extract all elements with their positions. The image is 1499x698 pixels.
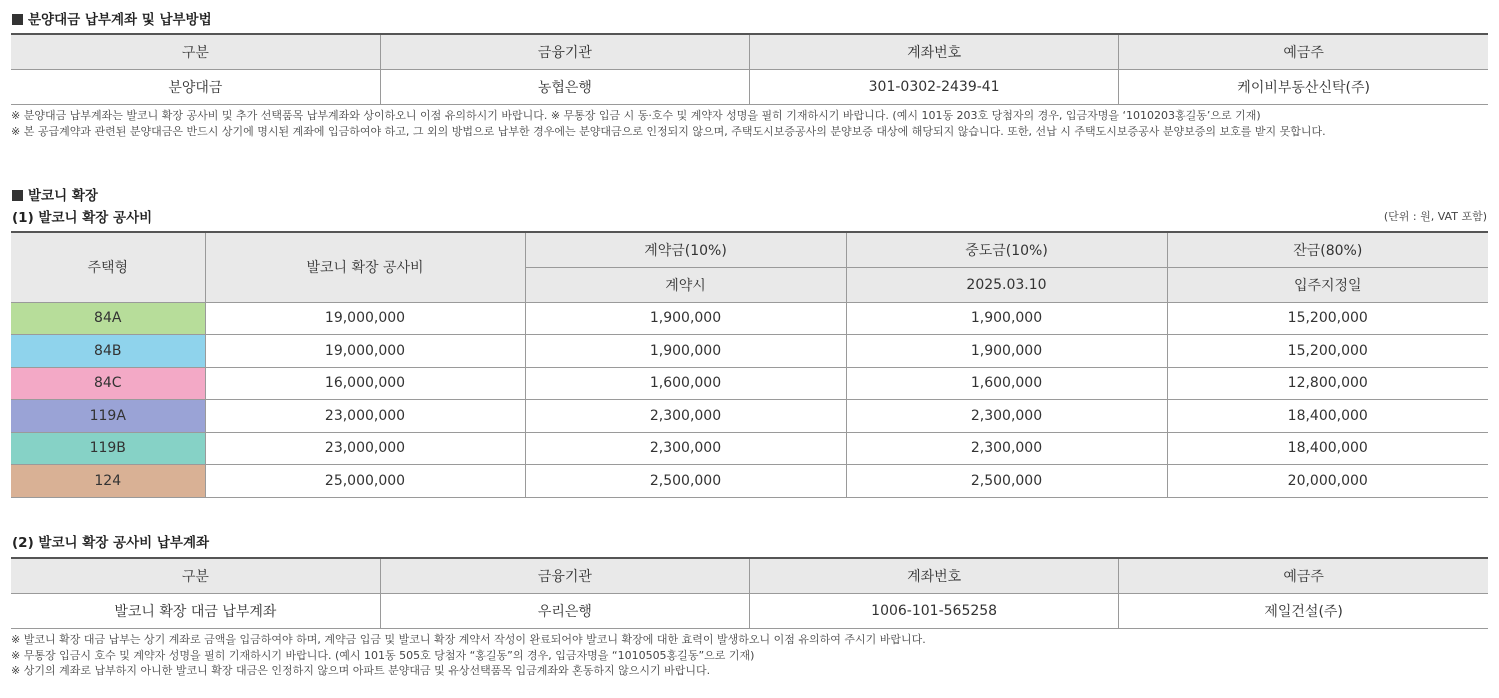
middle-cell: 1,900,000 [846, 302, 1167, 335]
balance-cell: 12,800,000 [1167, 367, 1488, 400]
section-title-balcony: 발코니 확장 [12, 184, 98, 204]
note-line: ※ 무통장 입금시 호수 및 계약자 성명을 필히 기재하시기 바랍니다. (예시 101동 505호 당첨자 “홍길동”의 경우, 입금자명을 “1010505홍길동”으로 기재) [11, 648, 755, 662]
middle-cell: 1,900,000 [846, 335, 1167, 368]
header-cell: 구분 [11, 558, 380, 593]
balcony-account-table [11, 557, 1488, 629]
header-cell: 구분 [11, 34, 380, 69]
header-cell-cost: 발코니 확장 공사비 [205, 232, 525, 302]
table-row [11, 335, 1488, 368]
header-cell: 계좌번호 [750, 34, 1119, 69]
unit-note: (단위 : 원, VAT 포함) [1383, 210, 1487, 223]
header-cell: 금융기관 [380, 558, 749, 593]
table-cell: 우리은행 [380, 593, 749, 628]
table-header-row [11, 34, 1488, 69]
table-row [11, 593, 1488, 628]
deposit-cell: 2,300,000 [525, 432, 846, 465]
type-cell: 84C [11, 367, 205, 400]
subsection-title-balcony-account: (2) 발코니 확장 공사비 납부계좌 [12, 535, 210, 551]
header-cell: 계좌번호 [750, 558, 1119, 593]
subsection-title-balcony-cost: (1) 발코니 확장 공사비 [12, 210, 153, 226]
table-cell: 농협은행 [380, 69, 749, 104]
cost-cell: 25,000,000 [205, 465, 525, 498]
header-cell: 금융기관 [380, 34, 749, 69]
table-row [11, 69, 1488, 104]
middle-cell: 2,500,000 [846, 465, 1167, 498]
table-header-row [11, 558, 1488, 593]
balcony-account-notes [11, 632, 926, 679]
table-row [11, 432, 1488, 465]
table-cell: 발코니 확장 대금 납부계좌 [11, 593, 380, 628]
table-cell: 제일건설(주) [1119, 593, 1488, 628]
table-cell: 301-0302-2439-41 [750, 69, 1119, 104]
balance-cell: 15,200,000 [1167, 335, 1488, 368]
table-cell: 1006-101-565258 [750, 593, 1119, 628]
payment-account-table [11, 33, 1488, 105]
note-line: ※ 본 공급계약과 관련된 분양대금은 반드시 상기에 명시된 계좌에 입금하여야 하고, 그 외의 방법으로 납부한 경우에는 분양대금으로 인정되지 않으며, 주택도시보증공사의 분양보증 대상에 해당되지 않습니다. 또한, 선납 시 주택도시보증공사 분양보증의 보호를 받지 못합니다. [11, 124, 1326, 138]
header-cell-balance-when: 입주지정일 [1167, 267, 1488, 302]
table-cell: 분양대금 [11, 69, 380, 104]
header-cell-middle-when: 2025.03.10 [846, 267, 1167, 302]
middle-cell: 1,600,000 [846, 367, 1167, 400]
cost-cell: 19,000,000 [205, 302, 525, 335]
deposit-cell: 1,600,000 [525, 367, 846, 400]
balance-cell: 15,200,000 [1167, 302, 1488, 335]
type-cell: 84B [11, 335, 205, 368]
header-cell: 예금주 [1119, 34, 1488, 69]
header-cell-type: 주택형 [11, 232, 205, 302]
header-cell-deposit: 계약금(10%) [525, 232, 846, 267]
deposit-cell: 2,300,000 [525, 400, 846, 433]
type-cell: 84A [11, 302, 205, 335]
table-row [11, 465, 1488, 498]
middle-cell: 2,300,000 [846, 400, 1167, 433]
payment-account-notes [11, 108, 1326, 139]
square-bullet-icon [12, 14, 23, 25]
cost-cell: 16,000,000 [205, 367, 525, 400]
type-cell: 119A [11, 400, 205, 433]
balance-cell: 18,400,000 [1167, 400, 1488, 433]
header-cell-deposit-when: 계약시 [525, 267, 846, 302]
table-row [11, 400, 1488, 433]
cost-cell: 19,000,000 [205, 335, 525, 368]
balance-cell: 18,400,000 [1167, 432, 1488, 465]
table-cell: 케이비부동산신탁(주) [1119, 69, 1488, 104]
type-cell: 124 [11, 465, 205, 498]
square-bullet-icon [12, 190, 23, 201]
deposit-cell: 2,500,000 [525, 465, 846, 498]
type-cell: 119B [11, 432, 205, 465]
table-row [11, 367, 1488, 400]
table-row [11, 302, 1488, 335]
note-line: ※ 발코니 확장 대금 납부는 상기 계좌로 금액을 입금하여야 하며, 계약금 입금 및 발코니 확장 계약서 작성이 완료되어야 발코니 확장에 대한 효력이 발생하오니 이점 유의하여 주시기 바랍니다. [11, 633, 926, 646]
header-cell: 예금주 [1119, 558, 1488, 593]
table-header-row [11, 232, 1488, 267]
deposit-cell: 1,900,000 [525, 335, 846, 368]
balance-cell: 20,000,000 [1167, 465, 1488, 498]
note-line: ※ 상기의 계좌로 납부하지 아니한 발코니 확장 대금은 인정하지 않으며 아파트 분양대금 및 유상선택품목 입금계좌와 혼동하지 않으시기 바랍니다. [11, 664, 711, 677]
cost-cell: 23,000,000 [205, 400, 525, 433]
middle-cell: 2,300,000 [846, 432, 1167, 465]
header-cell-middle: 중도금(10%) [846, 232, 1167, 267]
note-line: ※ 분양대금 납부계좌는 발코니 확장 공사비 및 추가 선택품목 납부계좌와 상이하오니 이점 유의하시기 바랍니다. ※ 무통장 입금 시 동·호수 및 계약자 성명을 필히 기재하시기 바랍니다. (예시 101동 203호 당첨자의 경우, 입금자명을 ‘1010203홍길동’으로 기재) [11, 109, 1261, 122]
section-title-payment-account: 분양대금 납부계좌 및 납부방법 [12, 8, 212, 28]
balcony-cost-table [11, 231, 1488, 498]
header-cell-balance: 잔금(80%) [1167, 232, 1488, 267]
cost-cell: 23,000,000 [205, 432, 525, 465]
deposit-cell: 1,900,000 [525, 302, 846, 335]
